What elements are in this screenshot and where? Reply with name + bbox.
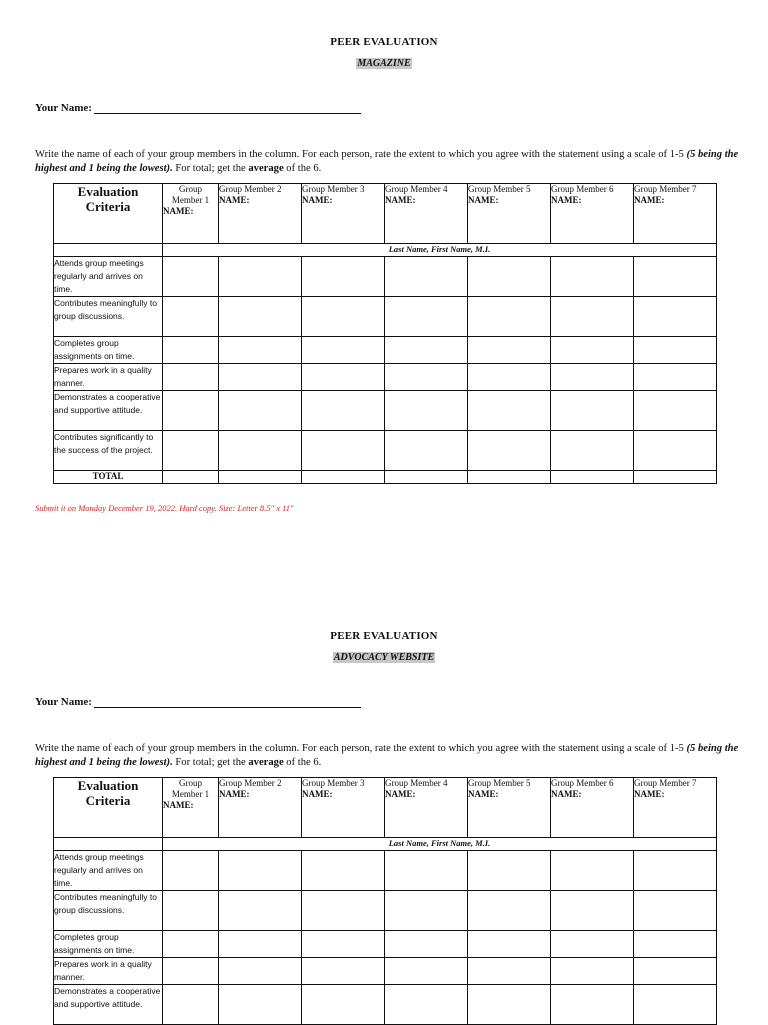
rating-cell[interactable] (163, 958, 219, 985)
table-row (54, 931, 717, 958)
rating-cell[interactable] (302, 958, 385, 985)
rating-cell[interactable] (634, 985, 717, 1025)
submission-notice: Submit it on Monday December 19, 2022. Hard copy. Size: Letter 8.5" x 11" (35, 503, 294, 513)
member-6-header[interactable]: Group Member 6 NAME: (551, 184, 634, 244)
rating-cell[interactable] (385, 958, 468, 985)
member-5-header[interactable]: Group Member 5 NAME: (468, 778, 551, 838)
table-cell (54, 838, 163, 851)
criterion-label: Contributes significantly to the success of the project. (54, 431, 163, 471)
name-format-hint: Last Name, First Name, M.I. (163, 838, 717, 851)
rating-cell[interactable] (219, 931, 302, 958)
criteria-header: Evaluation Criteria (54, 778, 163, 838)
rating-cell[interactable] (468, 851, 551, 891)
member-7-header[interactable]: Group Member 7 NAME: (634, 778, 717, 838)
rating-cell[interactable] (468, 958, 551, 985)
criteria-header: Evaluation Criteria (54, 184, 163, 244)
page-title: PEER EVALUATION (330, 36, 438, 48)
rating-cell[interactable] (302, 891, 385, 931)
rating-cell[interactable] (551, 958, 634, 985)
instructions: Write the name of each of your group members in the column. For each person, rate the extent to which you agree with the statement using a scale of 1-5 (5 being the highest and 1 being the lowest). For total; get the average of the 6. (35, 149, 739, 174)
table-header-row (54, 778, 717, 838)
rating-cell[interactable] (634, 958, 717, 985)
rating-cell[interactable] (385, 891, 468, 931)
rating-cell[interactable] (468, 985, 551, 1025)
name-format-hint: Last Name, First Name, M.I. (163, 244, 717, 257)
table-row (54, 958, 717, 985)
rating-cell[interactable] (163, 891, 219, 931)
evaluation-table (53, 777, 717, 1025)
member-2-header[interactable]: Group Member 2 NAME: (219, 778, 302, 838)
rating-cell[interactable] (163, 985, 219, 1025)
table-row (54, 851, 717, 891)
criterion-label: Prepares work in a quality manner. (54, 364, 163, 391)
rating-cell[interactable] (163, 851, 219, 891)
criterion-label: Attends group meetings regularly and arrives on time. (54, 257, 163, 297)
rating-cell[interactable] (634, 931, 717, 958)
page-subtitle: MAGAZINE (357, 58, 411, 69)
member-4-header[interactable]: Group Member 4 NAME: (385, 778, 468, 838)
member-1-header[interactable]: Group Member 1 NAME: (163, 184, 219, 244)
member-6-header[interactable]: Group Member 6 NAME: (551, 778, 634, 838)
member-2-header[interactable]: Group Member 2 NAME: (219, 184, 302, 244)
rating-cell[interactable] (163, 931, 219, 958)
rating-cell[interactable] (634, 891, 717, 931)
rating-cell[interactable] (551, 931, 634, 958)
page-subtitle: ADVOCACY WEBSITE (333, 652, 435, 663)
instructions: Write the name of each of your group members in the column. For each person, rate the extent to which you agree with the statement using a scale of 1-5 (5 being the highest and 1 being the lowest). For total; get the average of the 6. (35, 743, 739, 768)
criterion-label: Demonstrates a cooperative and supportive attitude. (54, 985, 163, 1025)
member-4-header[interactable]: Group Member 4 NAME: (385, 184, 468, 244)
rating-cell[interactable] (385, 931, 468, 958)
criterion-label: Completes group assignments on time. (54, 337, 163, 364)
rating-cell[interactable] (551, 985, 634, 1025)
total-label: TOTAL (54, 471, 163, 484)
rating-cell[interactable] (302, 851, 385, 891)
criterion-label: Prepares work in a quality manner. (54, 958, 163, 985)
rating-cell[interactable] (634, 851, 717, 891)
rating-cell[interactable] (219, 891, 302, 931)
table-row (54, 985, 717, 1025)
member-1-header[interactable]: Group Member 1 NAME: (163, 778, 219, 838)
your-name-field[interactable] (35, 696, 361, 708)
criterion-label: Contributes meaningfully to group discussions. (54, 297, 163, 337)
your-name-label: Your Name: (35, 696, 92, 708)
member-5-header[interactable]: Group Member 5 NAME: (468, 184, 551, 244)
rating-cell[interactable] (219, 851, 302, 891)
criterion-label: Contributes meaningfully to group discussions. (54, 891, 163, 931)
rating-cell[interactable] (551, 891, 634, 931)
member-3-header[interactable]: Group Member 3 NAME: (302, 778, 385, 838)
page-title: PEER EVALUATION (330, 630, 438, 642)
rating-cell[interactable] (468, 931, 551, 958)
your-name-label: Your Name: (35, 102, 92, 114)
rating-cell[interactable] (551, 851, 634, 891)
rating-cell[interactable] (219, 985, 302, 1025)
criterion-label: Demonstrates a cooperative and supportive attitude. (54, 391, 163, 431)
member-3-header[interactable]: Group Member 3 NAME: (302, 184, 385, 244)
rating-cell[interactable] (302, 985, 385, 1025)
criterion-label: Completes group assignments on time. (54, 931, 163, 958)
rating-cell[interactable] (302, 931, 385, 958)
rating-cell[interactable] (385, 851, 468, 891)
rating-cell[interactable] (219, 958, 302, 985)
name-format-row (54, 838, 717, 851)
member-7-header[interactable]: Group Member 7 NAME: (634, 184, 717, 244)
rating-cell[interactable] (385, 985, 468, 1025)
your-name-line[interactable] (94, 697, 361, 708)
table-row (54, 891, 717, 931)
criterion-label: Attends group meetings regularly and arrives on time. (54, 851, 163, 891)
rating-cell[interactable] (468, 891, 551, 931)
